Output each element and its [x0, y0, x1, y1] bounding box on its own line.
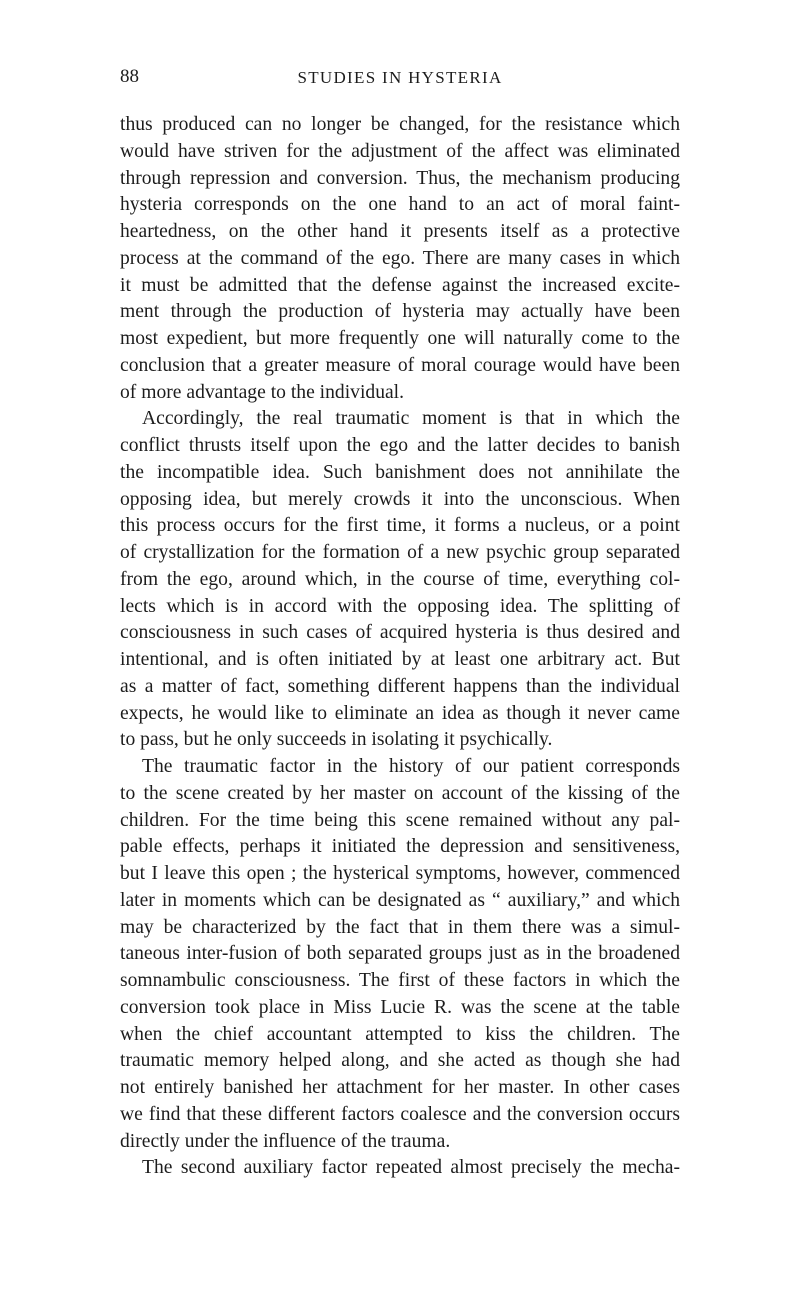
running-title: STUDIES IN HYSTERIA — [297, 68, 503, 87]
text-line: The traumatic factor in the history of our patient corresponds — [142, 756, 680, 777]
text-line: we find that these different factors coalesce and the conversion occurs — [120, 1103, 680, 1125]
text-line: lects which is in accord with the opposing idea. The splitting of — [120, 595, 680, 617]
text-line: to pass, but he only succeeds in isolating it psychically. — [120, 729, 553, 751]
text-line: would have striven for the adjustment of the affect was eliminated — [120, 140, 680, 162]
text-line: taneous inter-fusion of both separated groups just as in the broadened — [120, 943, 680, 965]
book-page — [120, 66, 680, 1182]
text-line: conclusion that a greater measure of moral courage would have been — [120, 354, 680, 376]
text-line: of more advantage to the individual. — [120, 381, 405, 403]
text-line: pable effects, perhaps it initiated the depression and sensitiveness, — [120, 836, 680, 858]
text-line: it must be admitted that the defense against the increased excite- — [120, 274, 680, 296]
text-line: through repression and conversion. Thus, the mechanism producing — [120, 167, 680, 189]
text-line: of crystallization for the formation of a new psychic group separated — [120, 542, 680, 563]
text-line: most expedient, but more frequently one will naturally come to the — [120, 328, 680, 349]
text-line: conversion took place in Miss Lucie R. was the scene at the table — [120, 996, 680, 1018]
text-line: Accordingly, the real traumatic moment is that in which the — [142, 408, 680, 430]
text-line: not entirely banished her attachment for her master. In other cases — [120, 1077, 680, 1098]
text-line: The second auxiliary factor repeated almost precisely the mecha- — [142, 1157, 680, 1179]
text-line: somnambulic consciousness. The first of these factors in which the — [120, 970, 680, 991]
text-line: conflict thrusts itself upon the ego and the latter decides to banish — [120, 435, 680, 456]
running-head — [120, 66, 680, 96]
text-line: to the scene created by her master on account of the kissing of the — [120, 782, 680, 804]
text-line: process at the command of the ego. There are many cases in which — [120, 247, 680, 269]
text-line: when the chief accountant attempted to kiss the children. The — [120, 1023, 680, 1045]
text-line: this process occurs for the first time, it forms a nucleus, or a point — [120, 515, 680, 537]
text-line: intentional, and is often initiated by at least one arbitrary act. But — [120, 649, 680, 670]
text-line: consciousness in such cases of acquired hysteria is thus desired and — [120, 622, 680, 644]
text-line: directly under the influence of the trauma. — [120, 1130, 451, 1152]
text-line: as a matter of fact, something different happens than the individual — [120, 675, 680, 697]
text-line: opposing idea, but merely crowds it into the unconscious. When — [120, 488, 680, 510]
text-line: later in moments which can be designated as “ auxiliary,” and which — [120, 889, 680, 911]
text-line: heartedness, on the other hand it presents itself as a protective — [120, 221, 680, 242]
text-line: thus produced can no longer be changed, for the resistance which — [120, 114, 680, 135]
text-line: but I leave this open ; the hysterical symptoms, however, commenced — [120, 863, 680, 884]
text-line: may be characterized by the fact that in them there was a simul- — [120, 916, 680, 938]
text-line: the incompatible idea. Such banishment does not annihilate the — [120, 461, 680, 483]
text-line: from the ego, around which, in the course of time, everything col- — [120, 568, 680, 590]
text-line: hysteria corresponds on the one hand to an act of moral faint- — [120, 194, 680, 216]
text-line: children. For the time being this scene remained without any pal- — [120, 809, 680, 831]
page-number: 88 — [120, 66, 139, 87]
text-line: ment through the production of hysteria may actually have been — [120, 301, 680, 323]
text-line: expects, he would like to eliminate an idea as though it never came — [120, 702, 680, 724]
text-line: traumatic memory helped along, and she acted as though she had — [120, 1050, 680, 1072]
body-text — [120, 112, 680, 1182]
